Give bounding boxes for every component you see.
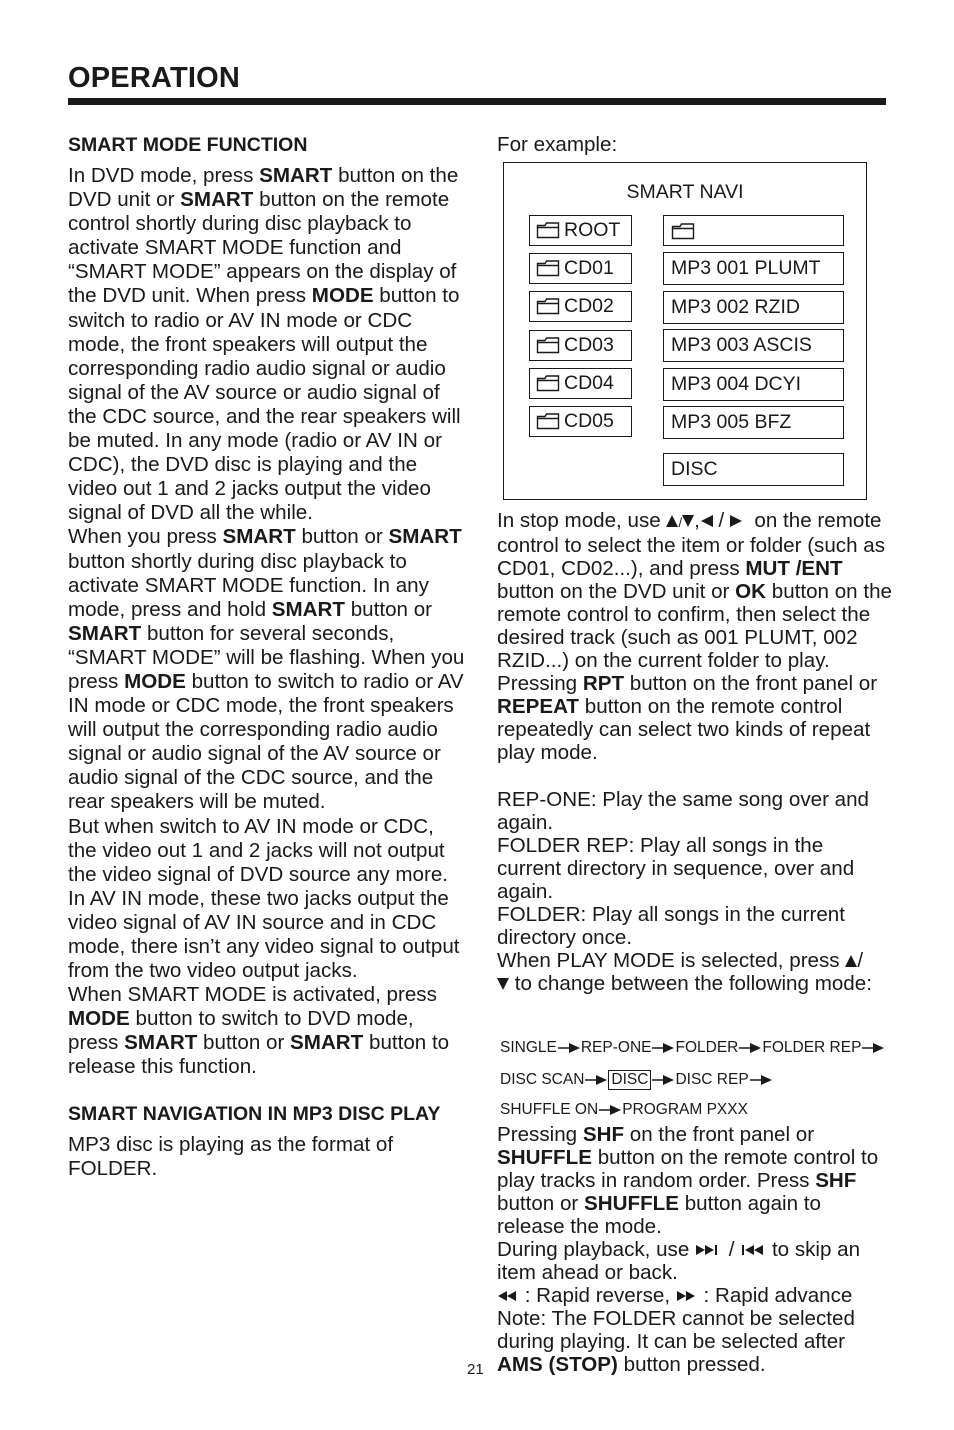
track-item-1[interactable]: MP3 001 PLUMT — [663, 252, 844, 285]
flow-arrow-icon — [738, 1042, 762, 1054]
skip-next-icon — [695, 1243, 723, 1257]
right-arrow-icon — [730, 514, 743, 528]
current-folder-box[interactable] — [663, 215, 844, 246]
right-column-bottom — [497, 1123, 892, 1376]
bold-term: OK — [735, 580, 767, 603]
track-item-2[interactable]: MP3 002 RZID — [663, 291, 844, 324]
paragraph-smart-mode-3 — [68, 815, 468, 984]
bold-term: SMART — [222, 525, 296, 549]
folder-label: ROOT — [564, 219, 621, 241]
flow-arrow-icon — [557, 1042, 581, 1054]
bold-term: SMART — [68, 621, 142, 645]
play-mode-label: DISC — [608, 1070, 651, 1090]
text-run: button to switch to radio or AV IN mode or CDC mode, the front speakers will output the corresponding radio audio signal or audio signal of the AV source or audio signal of the CDC source, and the rear speakers will be muted. In any mode (radio or AV IN or CDC), the DVD disc is playing and the video out 1 and 2 jacks output the video signal of DVD all the while. — [68, 284, 461, 525]
folder-item-root[interactable] — [529, 215, 632, 246]
folder-icon — [536, 221, 560, 239]
play-mode-label: PROGRAM PXXX — [622, 1101, 748, 1118]
folder-icon — [536, 412, 560, 430]
paragraph-smart-mode-4 — [68, 983, 468, 1079]
folder-label: CD02 — [564, 295, 614, 317]
folder-label: CD03 — [564, 334, 614, 356]
flow-arrow-icon — [598, 1104, 622, 1116]
text-run: button on the DVD unit or — [497, 580, 736, 603]
bold-term: RPT — [582, 672, 625, 695]
smart-navi-diagram — [503, 162, 867, 500]
skip-previous-icon — [740, 1243, 766, 1257]
play-mode-label: REP-ONE — [580, 1039, 652, 1056]
text-run: button on the DVD unit or — [68, 164, 459, 212]
text-run: Pressing — [497, 1123, 583, 1146]
fast-forward-icon — [676, 1289, 698, 1303]
bold-term: SMART — [388, 525, 462, 549]
flow-arrow-icon — [861, 1042, 885, 1054]
down-arrow-icon — [497, 977, 509, 991]
folder-icon — [536, 259, 560, 277]
bold-term: REPEAT — [497, 695, 580, 718]
text-run: MP3 disc is playing as the format of FOLDER. — [68, 1132, 394, 1180]
right-column-instructions — [497, 509, 892, 995]
left-column — [68, 133, 468, 1181]
bold-term: SMART — [271, 597, 345, 621]
play-mode-flow-1 — [500, 1039, 885, 1057]
play-mode-label: SHUFFLE ON — [500, 1101, 599, 1118]
left-arrow-icon — [700, 514, 713, 528]
play-mode-label: SINGLE — [500, 1039, 557, 1056]
bold-term: SHF — [815, 1169, 857, 1192]
text-run: When you press — [68, 525, 223, 549]
text-run: on the remote control to select the item or folder (such as CD01, CD02...), and press — [497, 509, 886, 580]
track-item-5[interactable]: MP3 005 BFZ — [663, 406, 844, 439]
play-mode-label: FOLDER — [675, 1039, 739, 1056]
note-paragraph: Note: The FOLDER cannot be selected during playing. It can be selected after AMS (STOP) button pressed. — [497, 1307, 855, 1376]
bold-term: SHUFFLE — [584, 1192, 679, 1215]
paragraph-mp3-folder — [68, 1133, 468, 1181]
up-arrow-icon — [666, 514, 678, 528]
folder-item-cd03[interactable] — [529, 330, 632, 361]
heading-smart-mode: SMART MODE FUNCTION — [68, 134, 308, 156]
folder-item-cd05[interactable] — [529, 406, 632, 437]
text-run: button or — [197, 1031, 291, 1055]
shuffle-paragraph — [497, 1123, 892, 1238]
page-title: OPERATION — [68, 62, 241, 94]
flow-arrow-icon — [749, 1074, 773, 1086]
bold-term: SHUFFLE — [497, 1146, 592, 1169]
text-run: Pressing — [497, 672, 583, 695]
paragraph-smart-mode-2 — [68, 525, 468, 814]
track-item-3[interactable]: MP3 003 ASCIS — [663, 329, 844, 362]
play-mode-label: FOLDER REP — [762, 1039, 862, 1056]
play-mode-label: DISC SCAN — [500, 1071, 585, 1088]
text-run: button or — [497, 1192, 585, 1215]
bold-term: SMART — [259, 164, 333, 187]
text-run: But when switch to AV IN mode or CDC, the video out 1 and 2 jacks will not output the video signal of DVD source any more. In AV IN mode, these two jacks output the video signal of AV IN source and in CDC mode, there isn’t any video signal to output from the two video output jacks. — [68, 814, 460, 983]
disc-item[interactable]: DISC — [663, 453, 844, 486]
rewind-icon — [497, 1289, 519, 1303]
folder-icon — [536, 297, 560, 315]
bold-term: MUT /ENT — [745, 557, 843, 580]
text-run: button on the remote control to confirm, then select the desired track (such as 001 PLUMT, 002 RZID...) on the current folder to play. — [497, 580, 892, 672]
skip-paragraph: During playback, use / to skip an item ahead or back. — [497, 1238, 861, 1284]
flow-arrow-icon — [651, 1074, 675, 1086]
play-mode-label: DISC REP — [675, 1071, 749, 1088]
folder-item-cd01[interactable] — [529, 253, 632, 284]
play-mode-paragraph: When PLAY MODE is selected, press / to change between the following mode: — [497, 949, 872, 995]
folder-label: CD04 — [564, 372, 614, 394]
text-run: button to release this function. — [68, 1031, 450, 1079]
flow-arrow-icon — [584, 1074, 608, 1086]
play-mode-flow-2 — [500, 1070, 773, 1090]
folder-label: CD01 — [564, 257, 614, 279]
play-mode-flow-3 — [500, 1101, 748, 1119]
example-label: For example: — [497, 133, 618, 156]
text-run: button or — [345, 597, 433, 621]
text-run: button on the remote control to play tracks in random order. Press — [497, 1146, 879, 1192]
text-run: button on the remote control shortly during disc playback to activate SMART MODE function and “SMART MODE” appears on the display of the DVD unit. When press — [68, 188, 457, 308]
text-run: button for several seconds, “SMART MODE” will be flashing. When you press — [68, 621, 465, 693]
folder-label: CD05 — [564, 410, 614, 432]
text-run: When SMART MODE is activated, press — [68, 983, 437, 1007]
bold-term: SMART — [290, 1031, 364, 1055]
text-run: In DVD mode, press — [68, 164, 260, 187]
rapid-paragraph: : Rapid reverse, : Rapid advance — [497, 1284, 892, 1307]
smart-navi-title: SMART NAVI — [626, 181, 744, 203]
down-arrow-icon — [682, 514, 694, 528]
folder-item-cd02[interactable] — [529, 291, 632, 322]
paragraph-smart-mode-1 — [68, 164, 468, 525]
bold-term: MODE — [311, 284, 374, 308]
title-rule — [68, 98, 886, 105]
track-item-4[interactable]: MP3 004 DCYI — [663, 368, 844, 401]
text-run: button on the front panel or — [624, 672, 878, 695]
up-arrow-icon — [845, 954, 857, 968]
folder-item-cd04[interactable] — [529, 368, 632, 399]
text-run: on the front panel or — [624, 1123, 815, 1146]
rep-one-description: REP-ONE: Play the same song over and again. — [497, 788, 870, 834]
folder-description: FOLDER: Play all songs in the current directory once. — [497, 903, 845, 949]
bold-term: SHF — [582, 1123, 625, 1146]
heading-smart-navigation: SMART NAVIGATION IN MP3 DISC PLAY — [68, 1102, 441, 1125]
bold-term: SMART — [124, 1031, 198, 1055]
text-run: button on the remote control repeatedly can select two kinds of repeat play mode. — [497, 695, 871, 764]
stop-mode-paragraph: In stop mode, use / , / on the remote control to select the item or folder (such as CD01, CD02...), and press MUT /ENT button on the DVD unit or OK button on the remote control to confirm, then select the desired track (such as 001 PLUMT, 002 RZID...) on the current folder to play. — [497, 509, 892, 672]
text-run: button to switch to DVD mode, press — [68, 1007, 414, 1055]
text-run: button to switch to radio or AV IN mode or CDC mode, the front speakers will output the corresponding radio audio signal or audio signal of the AV source or audio signal of the CDC source, and the rear speakers will be muted. — [68, 669, 464, 814]
text-run: button shortly during disc playback to activate SMART MODE function. In any mode, press and hold — [68, 549, 429, 621]
text-run: button or — [295, 525, 389, 549]
page-number: 21 — [467, 1361, 484, 1378]
folder-icon — [671, 222, 695, 240]
bold-term: MODE — [124, 669, 186, 693]
folder-icon — [536, 374, 560, 392]
folder-icon — [536, 336, 560, 354]
bold-term: SMART — [180, 188, 254, 212]
folder-rep-description: FOLDER REP: Play all songs in the current directory in sequence, over and again. — [497, 834, 855, 903]
text-run: button again to release the mode. — [497, 1192, 821, 1238]
bold-term: MODE — [68, 1007, 130, 1031]
repeat-paragraph — [497, 672, 892, 764]
flow-arrow-icon — [651, 1042, 675, 1054]
